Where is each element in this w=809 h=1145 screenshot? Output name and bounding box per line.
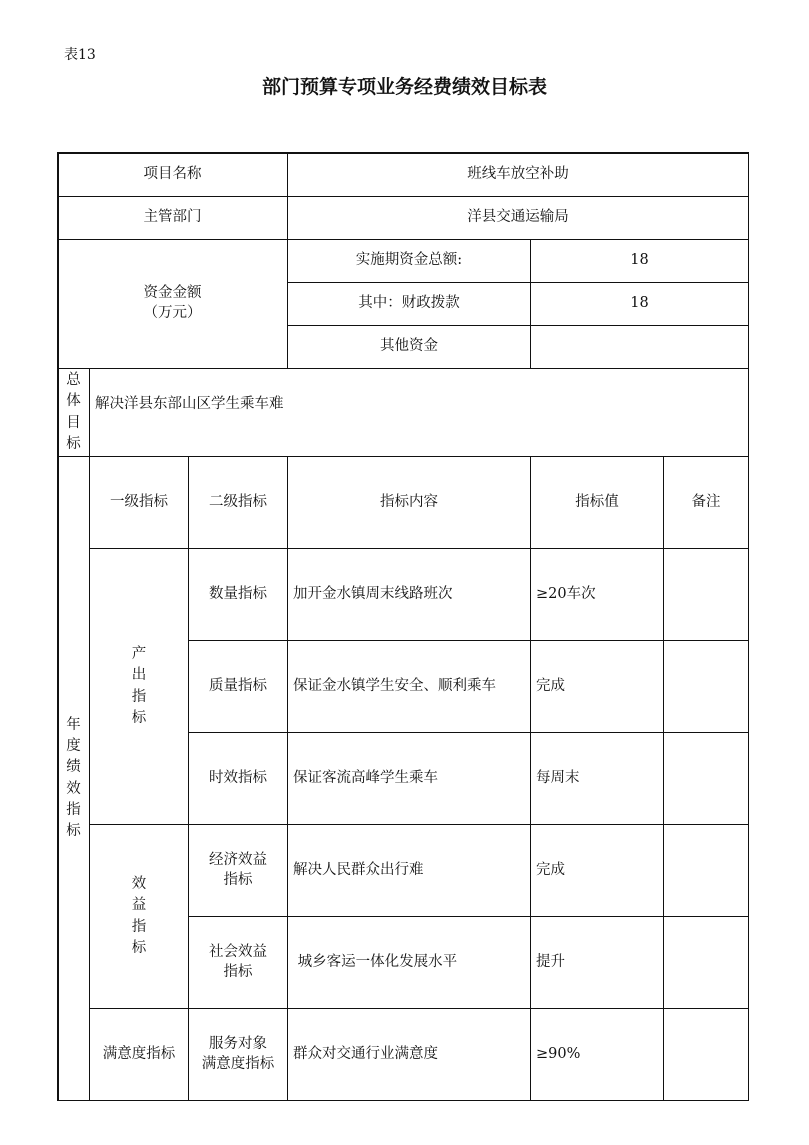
- satisfaction-value: ≥90%: [530, 1008, 664, 1101]
- funds-fiscal-label: 其中：财政拨款: [287, 282, 531, 326]
- output-row1-note: [663, 548, 749, 641]
- output-row1-value: ≥20车次: [530, 548, 664, 641]
- output-row2-content: 保证金水镇学生安全、顺利乘车: [287, 640, 531, 733]
- output-row1-content: 加开金水镇周末线路班次: [287, 548, 531, 641]
- benefit-row1-content: 解决人民群众出行难: [287, 824, 531, 917]
- department-label: 主管部门: [57, 196, 288, 240]
- benefit-indicators-label: 效益指标: [89, 824, 189, 1009]
- funds-total-value: 18: [530, 239, 749, 283]
- output-indicators-label: 产出指标: [89, 548, 189, 825]
- output-row3-level2: 时效指标: [188, 732, 288, 825]
- header-value: 指标值: [530, 456, 664, 549]
- benefit-row1-note: [663, 824, 749, 917]
- output-row3-note: [663, 732, 749, 825]
- funds-total-label: 实施期资金总额:: [287, 239, 531, 283]
- funds-label-line2: （万元）: [143, 305, 202, 321]
- output-row3-content: 保证客流高峰学生乘车: [287, 732, 531, 825]
- table-number: 表13: [64, 47, 96, 63]
- benefit-row2-level2: 社会效益 指标: [188, 916, 288, 1009]
- benefit-row2-content: 城乡客运一体化发展水平: [287, 916, 531, 1009]
- header-content: 指标内容: [287, 456, 531, 549]
- page-title: 部门预算专项业务经费绩效目标表: [261, 76, 547, 98]
- project-name-value: 班线车放空补助: [287, 152, 749, 197]
- output-row2-level2: 质量指标: [188, 640, 288, 733]
- output-row3-value: 每周末: [530, 732, 664, 825]
- benefit-row2-value: 提升: [530, 916, 664, 1009]
- annual-indicators-label: 年度绩效指标: [57, 456, 90, 1101]
- benefit-row1-level2: 经济效益 指标: [188, 824, 288, 917]
- benefit-row2-note: [663, 916, 749, 1009]
- funds-other-label: 其他资金: [287, 325, 531, 369]
- funds-fiscal-value: 18: [530, 282, 749, 326]
- header-level2: 二级指标: [188, 456, 288, 549]
- output-row2-note: [663, 640, 749, 733]
- overall-goal-label: 总体目标: [57, 368, 90, 457]
- header-note: 备注: [663, 456, 749, 549]
- satisfaction-indicators-label: 满意度指标: [89, 1008, 189, 1101]
- performance-table: [58, 153, 749, 1101]
- funds-label-line1: 资金金额: [143, 285, 202, 302]
- department-value: 洋县交通运输局: [287, 196, 749, 240]
- output-row2-value: 完成: [530, 640, 664, 733]
- header-level1: 一级指标: [89, 456, 189, 549]
- satisfaction-note: [663, 1008, 749, 1101]
- funds-other-value: [530, 325, 749, 369]
- benefit-row1-value: 完成: [530, 824, 664, 917]
- output-row1-level2: 数量指标: [188, 548, 288, 641]
- satisfaction-content: 群众对交通行业满意度: [287, 1008, 531, 1101]
- overall-goal-value: 解决洋县东部山区学生乘车难: [89, 368, 749, 457]
- funds-label: [57, 239, 288, 369]
- project-name-label: 项目名称: [57, 152, 288, 197]
- satisfaction-level2: 服务对象 满意度指标: [188, 1008, 288, 1101]
